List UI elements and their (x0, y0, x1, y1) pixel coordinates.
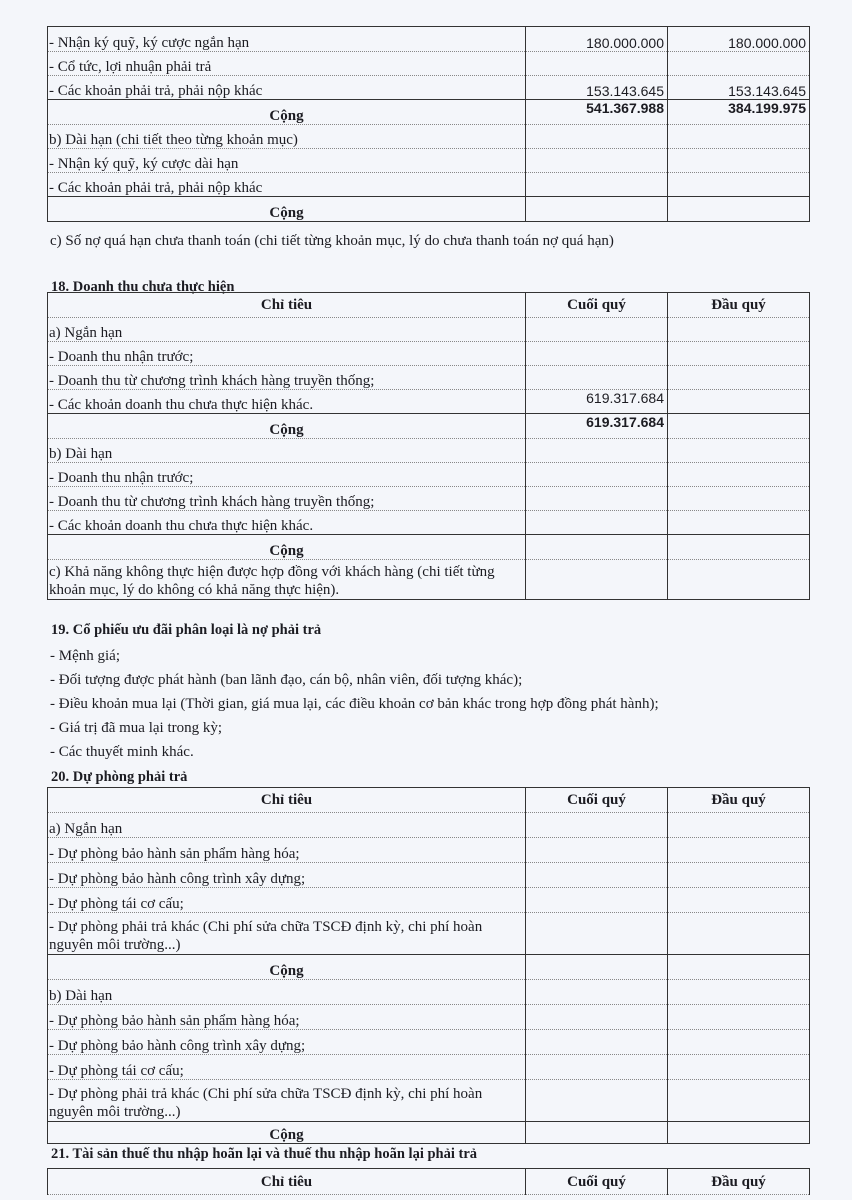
table-row (48, 863, 810, 888)
start-value (668, 342, 810, 366)
start-value (668, 1055, 810, 1080)
end-value (526, 1055, 668, 1080)
total-row (48, 197, 810, 222)
section-19-item: - Giá trị đã mua lại trong kỳ; (50, 720, 223, 736)
table-row (48, 913, 810, 955)
end-total: 619.317.684 (526, 414, 668, 439)
end-value (526, 318, 668, 342)
row-label: - Dự phòng phải trả khác (Chi phí sửa chữa TSCĐ định kỳ, chi phí hoàn nguyên môi trường...) (48, 1080, 526, 1122)
row-label: - Dự phòng tái cơ cấu; (48, 1055, 526, 1080)
start-value (668, 813, 810, 838)
table-row (48, 980, 810, 1005)
section-19-item: - Mệnh giá; (50, 648, 120, 664)
start-value (668, 980, 810, 1005)
start-value (668, 366, 810, 390)
start-value (668, 439, 810, 463)
row-label: - Dự phòng phải trả khác (Chi phí sửa chữa TSCĐ định kỳ, chi phí hoàn nguyên môi trường...) (48, 913, 526, 955)
end-value (526, 838, 668, 863)
start-value (668, 318, 810, 342)
table-row (48, 1030, 810, 1055)
end-total (526, 955, 668, 980)
row-label: - Cổ tức, lợi nhuận phải trả (48, 52, 526, 76)
start-total (668, 1122, 810, 1144)
start-value: 180.000.000 (668, 27, 810, 52)
end-total (526, 197, 668, 222)
table-18-unearned-revenue (47, 292, 810, 600)
row-label: - Các khoản doanh thu chưa thực hiện khác. (48, 511, 526, 535)
row-label: b) Dài hạn (48, 439, 526, 463)
start-value (668, 463, 810, 487)
row-label: b) Dài hạn (chi tiết theo từng khoản mục) (48, 125, 526, 149)
overdue-debt-note: c) Số nợ quá hạn chưa thanh toán (chi tiết từng khoản mục, lý do chưa thanh toán nợ quá hạn) (50, 233, 614, 249)
row-label: b) Dài hạn (48, 980, 526, 1005)
section-19-item: - Các thuyết minh khác. (50, 744, 194, 760)
table-row (48, 366, 810, 390)
table-row (48, 173, 810, 197)
total-row (48, 955, 810, 980)
table-row (48, 318, 810, 342)
start-value (668, 390, 810, 414)
total-label: Cộng (48, 535, 526, 560)
row-label: - Doanh thu từ chương trình khách hàng truyền thống; (48, 487, 526, 511)
table-row (48, 487, 810, 511)
row-label: - Doanh thu từ chương trình khách hàng truyền thống; (48, 366, 526, 390)
end-value (526, 980, 668, 1005)
row-label: - Các khoản phải trả, phải nộp khác (48, 173, 526, 197)
end-value: 180.000.000 (526, 27, 668, 52)
table-21-deferred-tax (47, 1168, 810, 1195)
start-value (668, 52, 810, 76)
section-19-item: - Đối tượng được phát hành (ban lãnh đạo, cán bộ, nhân viên, đối tượng khác); (50, 672, 523, 688)
end-total: 541.367.988 (526, 100, 668, 125)
start-value: 153.143.645 (668, 76, 810, 100)
row-label: - Dự phòng bảo hành công trình xây dựng; (48, 863, 526, 888)
end-value (526, 149, 668, 173)
table-row (48, 342, 810, 366)
header-start-of-quarter: Đầu quý (668, 1169, 810, 1195)
end-value (526, 1080, 668, 1122)
table-row (48, 439, 810, 463)
total-row (48, 1122, 810, 1144)
row-label: - Dự phòng bảo hành sản phẩm hàng hóa; (48, 838, 526, 863)
end-value (526, 1005, 668, 1030)
end-value (526, 342, 668, 366)
start-total: 384.199.975 (668, 100, 810, 125)
end-value (526, 560, 668, 600)
header-end-of-quarter: Cuối quý (526, 1169, 668, 1195)
total-label: Cộng (48, 100, 526, 125)
end-value (526, 463, 668, 487)
end-value (526, 888, 668, 913)
row-label: - Dự phòng bảo hành công trình xây dựng; (48, 1030, 526, 1055)
row-label: a) Ngắn hạn (48, 318, 526, 342)
total-label: Cộng (48, 1122, 526, 1144)
table-row (48, 888, 810, 913)
table-row (48, 1005, 810, 1030)
start-value (668, 1030, 810, 1055)
table-row (48, 1055, 810, 1080)
start-value (668, 560, 810, 600)
table-row (48, 511, 810, 535)
header-row (48, 293, 810, 318)
end-value (526, 913, 668, 955)
table-20-provisions (47, 787, 810, 1144)
section-20-title: 20. Dự phòng phải trả (51, 769, 188, 785)
section-21-title: 21. Tài sản thuế thu nhập hoãn lại và thuế thu nhập hoãn lại phải trả (51, 1146, 478, 1162)
start-total (668, 535, 810, 560)
end-value: 619.317.684 (526, 390, 668, 414)
header-end-of-quarter: Cuối quý (526, 293, 668, 318)
start-value (668, 511, 810, 535)
header-start-of-quarter: Đầu quý (668, 293, 810, 318)
table-row (48, 149, 810, 173)
header-end-of-quarter: Cuối quý (526, 788, 668, 813)
section-19-item: - Điều khoản mua lại (Thời gian, giá mua lại, các điều khoản cơ bản khác trong hợp đồng phát hành); (50, 696, 659, 712)
table-row (48, 52, 810, 76)
table-row (48, 560, 810, 600)
table-row (48, 125, 810, 149)
total-label: Cộng (48, 197, 526, 222)
start-value (668, 125, 810, 149)
row-label: - Các khoản phải trả, phải nộp khác (48, 76, 526, 100)
row-label: c) Khả năng không thực hiện được hợp đồng với khách hàng (chi tiết từng khoản mục, lý do không có khả năng thực hiện). (48, 560, 526, 600)
start-value (668, 1005, 810, 1030)
end-value (526, 1030, 668, 1055)
table-row (48, 76, 810, 100)
header-item: Chỉ tiêu (48, 788, 526, 813)
end-value (526, 173, 668, 197)
header-item: Chỉ tiêu (48, 1169, 526, 1195)
section-18-title: 18. Doanh thu chưa thực hiện (51, 279, 235, 295)
table-row (48, 813, 810, 838)
start-value (668, 863, 810, 888)
row-label: - Nhận ký quỹ, ký cược ngắn hạn (48, 27, 526, 52)
total-row (48, 535, 810, 560)
row-label: - Doanh thu nhận trước; (48, 463, 526, 487)
row-label: - Dự phòng tái cơ cấu; (48, 888, 526, 913)
end-total (526, 1122, 668, 1144)
header-item: Chỉ tiêu (48, 293, 526, 318)
start-value (668, 149, 810, 173)
section-19-title: 19. Cổ phiếu ưu đãi phân loại là nợ phải trả (51, 622, 322, 638)
end-value (526, 439, 668, 463)
start-value (668, 888, 810, 913)
end-total (526, 535, 668, 560)
table-row (48, 390, 810, 414)
end-value (526, 52, 668, 76)
start-value (668, 173, 810, 197)
end-value (526, 813, 668, 838)
table-row (48, 1080, 810, 1122)
start-value (668, 1080, 810, 1122)
header-start-of-quarter: Đầu quý (668, 788, 810, 813)
total-label: Cộng (48, 414, 526, 439)
row-label: - Dự phòng bảo hành sản phẩm hàng hóa; (48, 1005, 526, 1030)
table-row (48, 27, 810, 52)
row-label: - Doanh thu nhận trước; (48, 342, 526, 366)
row-label: a) Ngắn hạn (48, 813, 526, 838)
start-value (668, 487, 810, 511)
end-value (526, 511, 668, 535)
start-total (668, 955, 810, 980)
table-17-continued (47, 26, 810, 222)
row-label: - Các khoản doanh thu chưa thực hiện khác. (48, 390, 526, 414)
end-value (526, 863, 668, 888)
start-value (668, 913, 810, 955)
total-label: Cộng (48, 955, 526, 980)
header-row (48, 788, 810, 813)
start-total (668, 197, 810, 222)
end-value (526, 366, 668, 390)
row-label: - Nhận ký quỹ, ký cược dài hạn (48, 149, 526, 173)
start-value (668, 838, 810, 863)
total-row (48, 100, 810, 125)
end-value (526, 487, 668, 511)
start-total (668, 414, 810, 439)
table-row (48, 838, 810, 863)
end-value (526, 125, 668, 149)
header-row (48, 1169, 810, 1195)
table-row (48, 463, 810, 487)
end-value: 153.143.645 (526, 76, 668, 100)
total-row (48, 414, 810, 439)
